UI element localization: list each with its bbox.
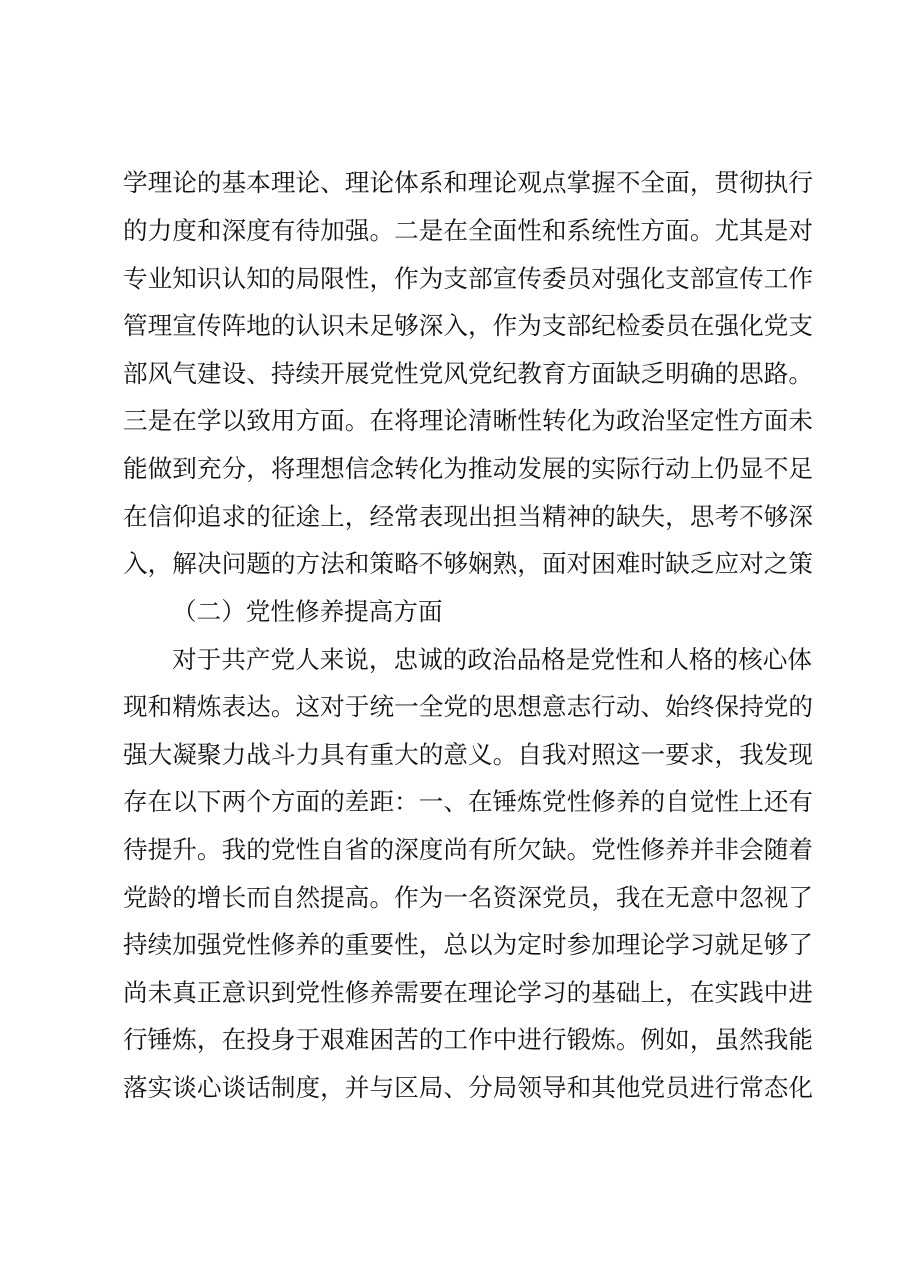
paragraph-1-line-7: 能做到充分，将理想信念转化为推动发展的实际行动上仍显不足 (123, 454, 813, 483)
paragraph-1-line-6: 三是在学以致用方面。在将理论清晰性转化为政治坚定性方面未 (123, 406, 813, 435)
paragraph-2-line-10: 落实谈心谈话制度，并与区局、分局领导和其他党员进行常态化 (123, 1073, 813, 1102)
paragraph-1-line-8: 在信仰追求的征途上，经常表现出担当精神的缺失，思考不够深 (123, 502, 813, 531)
paragraph-2-line-3: 强大凝聚力战斗力具有重大的意义。自我对照这一要求，我发现 (123, 740, 813, 769)
paragraph-2-line-2: 现和精炼表达。这对于统一全党的思想意志行动、始终保持党的 (123, 692, 813, 721)
paragraph-1-line-4: 管理宣传阵地的认识未足够深入，作为支部纪检委员在强化党支 (123, 311, 813, 340)
paragraph-2-line-4: 存在以下两个方面的差距：一、在锤炼党性修养的自觉性上还有 (123, 787, 813, 816)
paragraph-1-line-3: 专业知识认知的局限性，作为支部宣传委员对强化支部宣传工作 (123, 264, 813, 293)
paragraph-2-line-9: 行锤炼，在投身于艰难困苦的工作中进行锻炼。例如，虽然我能 (123, 1025, 813, 1054)
paragraph-1-line-9: 入，解决问题的方法和策略不够娴熟，面对困难时缺乏应对之策 (123, 549, 813, 578)
paragraph-2-line-7: 持续加强党性修养的重要性，总以为定时参加理论学习就足够了 (123, 930, 813, 959)
section-heading: （二）党性修养提高方面 (172, 597, 443, 626)
paragraph-2-line-6: 党龄的增长而自然提高。作为一名资深党员，我在无意中忽视了 (123, 883, 813, 912)
paragraph-1-line-2: 的力度和深度有待加强。二是在全面性和系统性方面。尤其是对 (123, 216, 813, 245)
paragraph-1-line-1: 学理论的基本理论、理论体系和理论观点掌握不全面，贯彻执行 (123, 168, 813, 197)
paragraph-2-line-8: 尚未真正意识到党性修养需要在理论学习的基础上，在实践中进 (123, 978, 813, 1007)
paragraph-2-line-5: 待提升。我的党性自省的深度尚有所欠缺。党性修养并非会随着 (123, 835, 813, 864)
paragraph-1-line-5: 部风气建设、持续开展党性党风党纪教育方面缺乏明确的思路。 (123, 359, 813, 388)
paragraph-2-line-1: 对于共产党人来说，忠诚的政治品格是党性和人格的核心体 (172, 645, 812, 674)
